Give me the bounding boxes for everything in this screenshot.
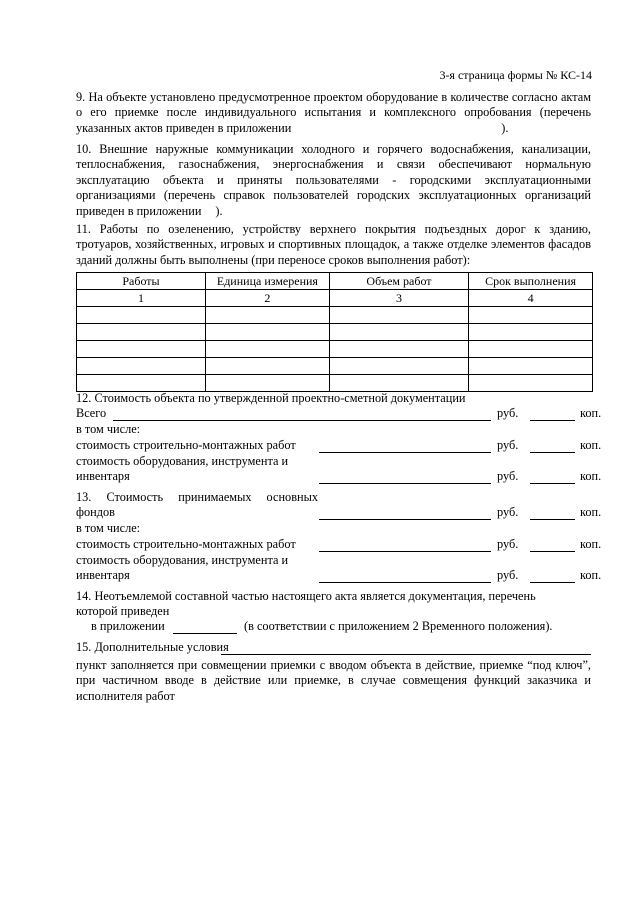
item-14-text-2: которой приведен — [76, 604, 170, 618]
item-13-title-2: фондов — [76, 505, 115, 519]
works-table-number-row — [77, 290, 593, 307]
kop-label: коп. — [580, 438, 602, 452]
item-13-equipment-label-2: инвентаря — [76, 568, 130, 582]
rub-label: руб. — [497, 406, 519, 420]
item-14-appendix-label: в приложении — [91, 619, 165, 633]
column-header-deadline: Срок выполнения — [469, 273, 593, 290]
table-cell[interactable] — [77, 375, 206, 392]
form-page-header: 3-я страница формы № КС-14 — [439, 68, 592, 82]
table-cell[interactable] — [206, 307, 330, 324]
item-13-equipment-kop-field[interactable] — [530, 582, 575, 583]
item-13-total-kop-field[interactable] — [530, 519, 575, 520]
table-cell[interactable] — [206, 341, 330, 358]
kop-label: коп. — [580, 537, 602, 551]
table-cell[interactable] — [206, 358, 330, 375]
kop-label: коп. — [580, 469, 602, 483]
column-number: 1 — [77, 290, 206, 307]
works-table — [76, 272, 593, 392]
item-12-equipment-field[interactable] — [319, 483, 491, 484]
item-14-reference: (в соответствии с приложением 2 Временного положения). — [244, 619, 553, 633]
rub-label: руб. — [497, 537, 519, 551]
table-row — [77, 358, 593, 375]
item-12-equipment-label-2: инвентаря — [76, 469, 130, 483]
item-9-close: ). — [501, 120, 509, 135]
item-12-total-kop-field[interactable] — [530, 420, 575, 421]
rub-label: руб. — [497, 438, 519, 452]
item-15-title: 15. Дополнительные условия — [76, 640, 229, 654]
rub-label: руб. — [497, 505, 519, 519]
item-14-appendix-field[interactable] — [173, 633, 237, 634]
table-row — [77, 375, 593, 392]
item-12-equipment-kop-field[interactable] — [530, 483, 575, 484]
item-12-total-field[interactable] — [113, 420, 491, 421]
item-13-construction-label: стоимость строительно-монтажных работ — [76, 537, 296, 551]
item-9 — [76, 90, 591, 136]
column-header-unit: Единица измерения — [206, 273, 330, 290]
item-10 — [76, 142, 591, 219]
item-11 — [76, 222, 591, 268]
item-12-construction-field[interactable] — [319, 452, 491, 453]
rub-label: руб. — [497, 568, 519, 582]
table-row — [77, 341, 593, 358]
rub-label: руб. — [497, 469, 519, 483]
table-cell[interactable] — [329, 307, 468, 324]
table-cell[interactable] — [77, 341, 206, 358]
item-14-text: 14. Неотъемлемой составной частью настоящего акта является документация, перечень — [76, 589, 536, 603]
item-12-construction-kop-field[interactable] — [530, 452, 575, 453]
item-15-conditions-field[interactable] — [221, 654, 591, 655]
item-13-construction-kop-field[interactable] — [530, 551, 575, 552]
item-10-close: ). — [215, 203, 223, 218]
table-cell[interactable] — [469, 307, 593, 324]
table-cell[interactable] — [469, 324, 593, 341]
table-cell[interactable] — [329, 375, 468, 392]
item-12-equipment-label: стоимость оборудования, инструмента и — [76, 454, 289, 468]
item-11-text: 11. Работы по озеленению, устройству верхнего покрытия подъездных дорог к зданию, тротуаров, хозяйственных, игровых и спортивных площадок, а также отделке элементов фасадов зданий должны быть выполнены (при переносе сроков выполнения работ): — [76, 222, 591, 267]
table-cell[interactable] — [329, 341, 468, 358]
table-cell[interactable] — [77, 358, 206, 375]
table-cell[interactable] — [206, 324, 330, 341]
item-15-note: пункт заполняется при совмещении приемки с вводом объекта в действие, приемке “под ключ”, при частичном вводе в действие или приемке, в случае совмещения функций заказчика и исполнителя работ — [76, 658, 591, 703]
item-12-incl-label: в том числе: — [76, 422, 141, 436]
column-number: 4 — [469, 290, 593, 307]
item-12-construction-label: стоимость строительно-монтажных работ — [76, 438, 296, 452]
item-13-construction-field[interactable] — [319, 551, 491, 552]
kop-label: коп. — [580, 406, 602, 420]
table-cell[interactable] — [469, 341, 593, 358]
item-10-text: 10. Внешние наружные коммуникации холодного и горячего водоснабжения, канализации, теплоснабжения, газоснабжения, энергоснабжения и связи обеспечивают нормальную эксплуатацию объекта и приняты пользователями - городскими эксплуатационными организациями (перечень справок пользователей городских эксплуатационных организаций приведен в приложении — [76, 142, 591, 218]
column-number: 3 — [329, 290, 468, 307]
item-13-equipment-field[interactable] — [319, 582, 491, 583]
item-13-total-field[interactable] — [319, 519, 491, 520]
table-cell[interactable] — [469, 358, 593, 375]
kop-label: коп. — [580, 505, 602, 519]
column-header-works: Работы — [77, 273, 206, 290]
column-number: 2 — [206, 290, 330, 307]
column-header-volume: Объем работ — [329, 273, 468, 290]
table-cell[interactable] — [206, 375, 330, 392]
kop-label: коп. — [580, 568, 602, 582]
table-cell[interactable] — [77, 324, 206, 341]
item-12-total-label: Всего — [76, 406, 107, 420]
item-9-text: 9. На объекте установлено предусмотренное проектом оборудование в количестве согласно актам о его приемке после индивидуального испытания и комплексного опробования (перечень указанных актов приведен в приложении — [76, 90, 591, 135]
item-13-incl-label: в том числе: — [76, 521, 141, 535]
table-cell[interactable] — [329, 324, 468, 341]
item-12-title: 12. Стоимость объекта по утвержденной проектно-сметной документации — [76, 391, 466, 405]
table-cell[interactable] — [77, 307, 206, 324]
table-row — [77, 307, 593, 324]
table-cell[interactable] — [329, 358, 468, 375]
table-cell[interactable] — [469, 375, 593, 392]
item-13-title: 13. Стоимость принимаемых основных — [76, 490, 318, 504]
table-row — [77, 324, 593, 341]
works-table-header-row — [77, 273, 593, 290]
item-13-equipment-label: стоимость оборудования, инструмента и — [76, 553, 289, 567]
